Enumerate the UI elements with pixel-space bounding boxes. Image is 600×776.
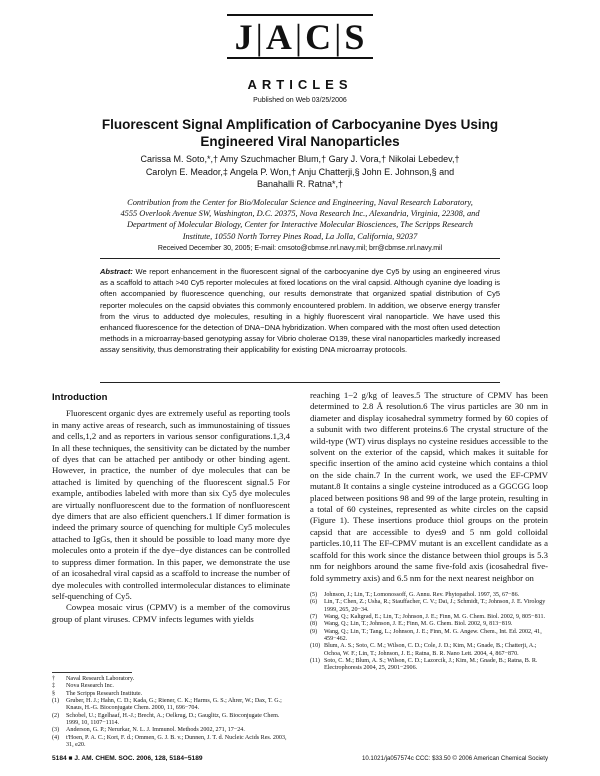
footnote-item: ‡ Nova Research Inc. (52, 683, 114, 690)
abstract-bottom-rule (100, 382, 500, 383)
publication-date: Published on Web 03/25/2006 (253, 97, 347, 104)
reference-item: (8) Wang, Q.; Lin, T.; Johnson, J. E.; Finn, M. G. Chem. Biol. 2002, 9, 813−819. (310, 621, 513, 628)
introduction-heading: Introduction (52, 392, 108, 403)
section-label: ARTICLES (247, 77, 353, 92)
reference-item: (2) Schobel, U.; Egelhaaf, H.-J.; Brecht, A.; Oelkrug, D.; Gauglitz, G. Bioconjugate Chem. 1999, 10, 1107−1114. (52, 712, 280, 727)
reference-item: (10) Blum, A. S.; Soto, C. M.; Wilson, C. D.; Cole, J. D.; Kim, M.; Gnade, B.; Chatterji, A.; Ochoa, W. F.; Lin, T.; Johnson, J. E.; Ratna, B. R. Nano Lett. 2004, 4, 867−870. (310, 643, 537, 657)
right-column (310, 390, 548, 584)
authors-line-3: Banahalli R. Ratna*,† (256, 179, 344, 189)
footnote-rule (52, 672, 132, 673)
received-and-email: Received December 30, 2005; E-mail: cmsoto@cbmse.nrl.navy.mil; brr@cbmse.nrl.navy.mil (157, 245, 443, 252)
reference-item: (11) Soto, C. M.; Blum, A. S.; Wilson, C. D.; Lazorcik, J.; Kim, M.; Gnade, B.; Ratna, B. R. Electrophoresis 2004, 25, 2901−2906. (310, 658, 538, 672)
page-footer (52, 755, 548, 762)
logo-letter-a: A (265, 17, 293, 57)
abstract-top-rule (100, 258, 500, 259)
authors-line-2: Carolyn E. Meador,‡ Angela P. Won,† Anju Chatterji,§ John E. Johnson,§ and (145, 166, 455, 177)
authors-line-1: Carissa M. Soto,*,† Amy Szuchmacher Blum,† Gary J. Vora,† Nikolai Lebedev,† (140, 154, 460, 164)
right-paragraph-1: reaching 1−2 g/kg of leaves.5 The structure of CPMV has been determined to 2.8 Å resolution.6 The virus particles are 30 nm in diameter and display icosahedral symmetry formed by 60 copies of a subunit with two different proteins.6 The crystal structure of the wild-type (WT) virus displays no cysteine residues accessible to the solvent on the exterior of the capsid, which makes it suitable for specific insertion of the amino acid cysteine which contains a thiol on the side chain.7 In the current work, we used the EF-CPMV mutant.8 It contains a single cysteine introduced as a GGCGG loop placed between positions 98 and 99 of the large protein, resulting in a total of 60 cysteines, represented as white circles on the capsid (Figure 1). These insertions produce thiol groups on the protein capsid that are accessible to dyes9 and 5 nm gold colloidal particles.10,11 The EF-CPMV mutant is an excellent candidate as a scaffold for this work since the distance between thiol groups is 5.3 nm for neighbors around the same five-fold axis (icosahedral five-fold symmetry axis) and 6.5 nm for the next nearest neighbor on (310, 390, 548, 583)
logo-letter-c: C (305, 17, 333, 57)
title-line-2: Engineered Viral Nanoparticles (200, 134, 400, 149)
footer-citation: 5184 ■ J. AM. CHEM. SOC. 2006, 128, 5184−5189 (52, 755, 203, 762)
affiliations: Contribution from the Center for Bio/Molecular Science and Engineering, Naval Research Laboratory, 4555 Overlook Avenue SW, Washington, D.C. 20375, Nova Research Inc., Alexandria, Virginia, 22308, and Department of Molecular Biology, Center for Interactive Molecular Biosciences, The Scripps Research Institute, 10550 North Torrey Pines Road, La Jolla, California, 92037 (120, 198, 480, 241)
logo-letter-s: S (344, 17, 366, 57)
journal-logo-box (227, 14, 374, 59)
reference-item: (7) Wang, Q.; Kaltgrad, E.; Lin, T.; Johnson, J. E.; Finn, M. G. Chem. Biol. 2002, 9, 805−811. (310, 614, 546, 621)
reference-item: (5) Johnson, J.; Lin, T.; Lomonossoff, G. Annu. Rev. Phytopathol. 1997, 35, 67−86. (310, 592, 520, 598)
footnotes-left (52, 676, 290, 749)
reference-item: (9) Wang, Q.; Lin, T.; Tang, L.; Johnson, J. E.; Finn, M. G. Angew. Chem., Int. Ed. 2002, 41, 459−462. (310, 628, 542, 643)
author-list (120, 153, 480, 191)
references-right (310, 592, 548, 673)
footnote-item: † Naval Research Laboratory. (52, 676, 135, 682)
intro-paragraph-1: Fluorescent organic dyes are extremely useful as reporting tools in many active areas of research, such as immunostaining of tissues and cells,1,2 and as reporters in various sensor configurations.1,3,4 In all these techniques, the sensitivity can be dictated by the number of dyes that can be attached per antibody or other binding agent. However, in practice, the number of dye molecules that can be attached is limited by quenching of the fluorescent signal.5 For example, antibodies labeled with more than six Cy5 dye molecules are virtually nonfluorescent due to the formation of nonfluorescent dye dimers that are also efficient quenchers.1 If dimer formation is indeed the primary source of quenching for multiple Cy5 molecules attached to IgGs, then it should be possible to load many more dye molecules onto a protein if the dye−dye distances can be controlled to suppress dimer formation. In this paper, we demonstrate the use of an icosahedral viral capsid as a scaffold to increase the number of dye molecules with controlled intermolecular distances to eliminate self-quenching of Cy5. (52, 408, 290, 601)
footnote-item: § The Scripps Research Institute. (52, 690, 143, 697)
reference-item: (6) Lin, T.; Chen, Z.; Usha, R.; Stauffacher, C. V.; Dai, J.; Schmidt, T.; Johnson, J. E. Virology 1999, 265, 20−34. (310, 599, 546, 613)
journal-logo-letters: J|A|C|S (234, 17, 366, 57)
intro-paragraph-2: Cowpea mosaic virus (CPMV) is a member of the comovirus group of plant viruses. CPMV infects legumes with yields (52, 602, 290, 624)
left-column (52, 392, 290, 625)
title-line-1: Fluorescent Signal Amplification of Carbocyanine Dyes Using (101, 117, 499, 132)
journal-logo (0, 14, 600, 59)
abstract-text: We report enhancement in the fluorescent signal of the carbocyanine dye Cy5 by using an engineered virus as a scaffold to attach >40 Cy5 reporter molecules at fixed locations on the viral capsid. Although cyanine dye loading is often accompanied by fluorescence quenching, our results demonstrate that organized spatial distribution of Cy5 reporter molecules on the capsid obviates this commonly encountered problem. In addition, we observe energy transfer from the virus to adducted dye molecules, resulting in a highly fluorescent viral nanoparticle. We have used this enhanced fluorescence for the detection of DNA−DNA hybridization. When compared with the most often used detection methods in a microarray-based genotyping assay for Vibrio cholerae O139, these viral nanoparticles markedly increased assay sensitivity, thus demonstrating their applicability for existing DNA microarray protocols. (100, 267, 500, 355)
reference-item: (3) Anderson, G. P.; Nerurkar, N. L. J. Immunol. Methods 2002, 271, 17−24. (52, 727, 245, 734)
logo-letter-j: J (234, 17, 254, 57)
article-title (60, 116, 540, 150)
footer-doi: 10.1021/ja057574c CCC: $33.50 © 2006 American Chemical Society (361, 755, 548, 762)
reference-item: (4) t'Hoen, P. A. C.; Kort, F. d.; Ommen, G. J. B. v.; Dunnen, J. T. d. Nucleic Acids Res. 2003, 31, e20. (52, 734, 287, 749)
abstract (100, 266, 500, 356)
reference-item: (1) Gruber, H. J.; Hahn, C. D.; Kada, G.; Riener, C. K.; Harms, G. S.; Ahrer, W.; Dax, T. G.; Knaus, H.-G. Bioconjugate Chem. 2000, 11, 696−704. (52, 698, 282, 712)
abstract-label: Abstract: (100, 267, 133, 276)
